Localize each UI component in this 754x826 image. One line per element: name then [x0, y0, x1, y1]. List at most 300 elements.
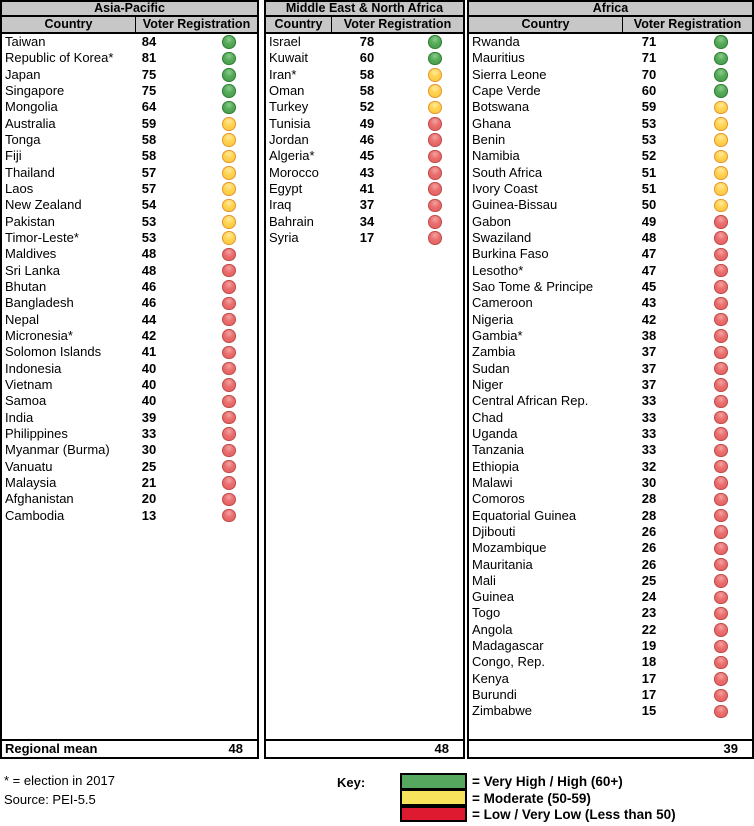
- country-label: Myanmar (Burma): [5, 442, 110, 458]
- registration-value: 47: [641, 246, 657, 262]
- status-dot-yellow-icon: [714, 182, 728, 196]
- registration-value: 50: [641, 197, 657, 213]
- status-dot-yellow-icon: [222, 166, 236, 180]
- country-label: Gabon: [472, 213, 512, 229]
- registration-value: 18: [641, 654, 657, 670]
- registration-value: 71: [641, 34, 657, 49]
- status-dot-red-icon: [714, 378, 728, 392]
- table-row: [469, 654, 752, 670]
- registration-value: 48: [641, 229, 657, 245]
- registration-value: 25: [641, 572, 657, 588]
- registration-value: 40: [141, 376, 157, 392]
- registration-value: 48: [141, 262, 157, 278]
- country-label: Algeria*: [269, 148, 315, 164]
- country-label: Maldives: [5, 246, 57, 262]
- registration-value: 33: [641, 393, 657, 409]
- status-dot-red-icon: [222, 427, 236, 441]
- country-label: Tanzania: [472, 442, 525, 458]
- status-dot-red-icon: [222, 264, 236, 278]
- registration-value: 37: [641, 376, 657, 392]
- table-row: [2, 230, 257, 246]
- table-row: [469, 34, 752, 50]
- status-dot-red-icon: [714, 411, 728, 425]
- country-label: Philippines: [5, 425, 68, 441]
- country-label: Bangladesh: [5, 295, 74, 311]
- registration-value: 84: [141, 34, 157, 49]
- color-key-legend: [400, 773, 676, 823]
- table-row: [469, 67, 752, 83]
- table-row: [2, 361, 257, 377]
- registration-value: 53: [641, 115, 657, 131]
- column-headers: [266, 17, 463, 34]
- status-dot-red-icon: [222, 411, 236, 425]
- registration-value: 42: [141, 327, 157, 343]
- status-dot-green-icon: [714, 35, 728, 49]
- table-row: [2, 410, 257, 426]
- country-label: Rwanda: [472, 34, 520, 49]
- country-label: Turkey: [269, 99, 309, 115]
- table-row: [469, 230, 752, 246]
- registration-value: 40: [141, 393, 157, 409]
- registration-value: 43: [641, 295, 657, 311]
- country-label: Kenya: [472, 670, 509, 686]
- table-row: [469, 263, 752, 279]
- table-row: [2, 99, 257, 115]
- table-row: [469, 426, 752, 442]
- country-label: Micronesia*: [5, 327, 73, 343]
- country-label: Equatorial Guinea: [472, 507, 577, 523]
- status-dot-red-icon: [714, 313, 728, 327]
- country-label: Benin: [472, 131, 506, 147]
- country-column-header: Country: [469, 17, 623, 32]
- registration-value: 41: [359, 180, 375, 196]
- status-dot-red-icon: [714, 264, 728, 278]
- country-label: South Africa: [472, 164, 543, 180]
- registration-value: 33: [641, 425, 657, 441]
- table-row: [2, 377, 257, 393]
- status-dot-yellow-icon: [714, 117, 728, 131]
- table-row: [266, 214, 463, 230]
- registration-value: 54: [141, 197, 157, 213]
- key-swatch-red: [400, 806, 467, 823]
- registration-value: 45: [359, 148, 375, 164]
- registration-value: 15: [641, 703, 657, 719]
- status-dot-red-icon: [222, 493, 236, 507]
- country-label: Zambia: [472, 344, 516, 360]
- country-label: Niger: [472, 376, 504, 392]
- status-dot-red-icon: [222, 460, 236, 474]
- table-row: [469, 377, 752, 393]
- column-headers: [2, 17, 257, 34]
- registration-value: 17: [641, 670, 657, 686]
- table-row: [266, 165, 463, 181]
- status-dot-red-icon: [222, 297, 236, 311]
- region-title: Middle East & North Africa: [266, 2, 463, 17]
- table-row: [2, 459, 257, 475]
- country-label: Bhutan: [5, 278, 47, 294]
- country-label: Sierra Leone: [472, 66, 547, 82]
- country-label: Central African Rep.: [472, 393, 589, 409]
- country-label: Angola: [472, 621, 513, 637]
- table-row: [469, 181, 752, 197]
- status-dot-yellow-icon: [714, 150, 728, 164]
- status-dot-red-icon: [222, 362, 236, 376]
- key-item-green: [400, 773, 676, 790]
- country-label: Lesotho*: [472, 262, 524, 278]
- table-row: [469, 246, 752, 262]
- status-dot-yellow-icon: [222, 182, 236, 196]
- country-label: Ethiopia: [472, 458, 519, 474]
- status-dot-green-icon: [222, 84, 236, 98]
- status-dot-red-icon: [428, 133, 442, 147]
- country-label: Mozambique: [472, 540, 547, 556]
- country-label: Vietnam: [5, 376, 53, 392]
- status-dot-red-icon: [222, 248, 236, 262]
- registration-value: 17: [641, 687, 657, 703]
- registration-value: 71: [641, 50, 657, 66]
- status-dot-yellow-icon: [428, 84, 442, 98]
- registration-value: 34: [359, 213, 375, 229]
- country-label: Tonga: [5, 131, 41, 147]
- table-row: [266, 181, 463, 197]
- table-row: [469, 165, 752, 181]
- table-row: [2, 312, 257, 328]
- registration-value: 49: [641, 213, 657, 229]
- registration-value: 21: [141, 474, 157, 490]
- registration-value: 52: [641, 148, 657, 164]
- status-dot-red-icon: [714, 656, 728, 670]
- registration-value: 46: [359, 131, 375, 147]
- country-label: Swaziland: [472, 229, 532, 245]
- country-label: Madagascar: [472, 638, 544, 654]
- table-row: [469, 328, 752, 344]
- status-dot-red-icon: [222, 444, 236, 458]
- table-row: [469, 557, 752, 573]
- registration-value: 46: [141, 295, 157, 311]
- country-label: Afghanistan: [5, 491, 74, 507]
- status-dot-red-icon: [222, 346, 236, 360]
- country-label: Togo: [472, 605, 501, 621]
- country-label: Bahrain: [269, 213, 314, 229]
- country-label: Mauritania: [472, 556, 533, 572]
- country-label: Vanuatu: [5, 458, 53, 474]
- status-dot-red-icon: [714, 558, 728, 572]
- regional-mean-row: [266, 739, 463, 757]
- table-row: [469, 703, 752, 719]
- country-label: Indonesia: [5, 360, 62, 376]
- status-dot-red-icon: [428, 215, 442, 229]
- status-dot-red-icon: [714, 640, 728, 654]
- table-row: [266, 132, 463, 148]
- country-label: India: [5, 409, 34, 425]
- registration-value: 60: [641, 82, 657, 98]
- country-label: Iran*: [269, 66, 297, 82]
- table-row: [469, 589, 752, 605]
- table-row: [469, 459, 752, 475]
- table-row: [469, 148, 752, 164]
- country-label: Botswana: [472, 99, 530, 115]
- registration-value: 53: [641, 131, 657, 147]
- registration-value: 45: [641, 278, 657, 294]
- country-label: Kuwait: [269, 50, 309, 66]
- table-row: [469, 410, 752, 426]
- registration-value: 37: [359, 197, 375, 213]
- country-column-header: Country: [266, 17, 332, 32]
- status-dot-green-icon: [714, 52, 728, 66]
- table-row: [2, 426, 257, 442]
- registration-value: 22: [641, 621, 657, 637]
- status-dot-red-icon: [222, 476, 236, 490]
- status-dot-red-icon: [222, 509, 236, 523]
- status-dot-yellow-icon: [222, 231, 236, 245]
- table-row: [469, 99, 752, 115]
- country-label: Oman: [269, 82, 305, 98]
- table-row: [2, 491, 257, 507]
- table-row: [266, 67, 463, 83]
- registration-value: 38: [641, 327, 657, 343]
- registration-value: 46: [141, 278, 157, 294]
- registration-value: 58: [141, 148, 157, 164]
- registration-value: 32: [641, 458, 657, 474]
- registration-value: 70: [641, 66, 657, 82]
- country-label: Burkina Faso: [472, 246, 549, 262]
- country-label: Israel: [269, 34, 301, 49]
- footer-section: [0, 759, 754, 826]
- country-label: Gambia*: [472, 327, 523, 343]
- table-row: [2, 83, 257, 99]
- country-label: Samoa: [5, 393, 47, 409]
- regional-mean-value: 39: [723, 741, 738, 756]
- registration-value: 26: [641, 540, 657, 556]
- table-row: [469, 50, 752, 66]
- status-dot-red-icon: [714, 607, 728, 621]
- registration-value: 30: [141, 442, 157, 458]
- status-dot-yellow-icon: [222, 199, 236, 213]
- country-label: Burundi: [472, 687, 517, 703]
- country-label: New Zealand: [5, 197, 82, 213]
- registration-value: 13: [141, 507, 157, 523]
- country-label: Laos: [5, 180, 34, 196]
- status-dot-red-icon: [428, 182, 442, 196]
- table-row: [266, 197, 463, 213]
- registration-value: 39: [141, 409, 157, 425]
- table-row: [2, 148, 257, 164]
- status-dot-green-icon: [428, 52, 442, 66]
- table-row: [469, 361, 752, 377]
- status-dot-red-icon: [428, 150, 442, 164]
- table-row: [266, 116, 463, 132]
- key-item-red: [400, 807, 676, 824]
- table-row: [469, 132, 752, 148]
- table-row: [2, 263, 257, 279]
- table-row: [2, 328, 257, 344]
- table-body: [266, 34, 463, 739]
- table-row: [469, 442, 752, 458]
- table-row: [2, 34, 257, 50]
- registration-value: 43: [359, 164, 375, 180]
- country-label: Ivory Coast: [472, 180, 538, 196]
- table-row: [469, 214, 752, 230]
- country-label: Comoros: [472, 491, 525, 507]
- table-row: [2, 508, 257, 524]
- registration-value: 23: [641, 605, 657, 621]
- registration-value: 33: [641, 442, 657, 458]
- table-row: [2, 67, 257, 83]
- table-row: [469, 671, 752, 687]
- table-body: [2, 34, 257, 739]
- country-label: Sudan: [472, 360, 510, 376]
- status-dot-red-icon: [714, 215, 728, 229]
- key-swatch-green: [400, 773, 467, 790]
- status-dot-red-icon: [714, 509, 728, 523]
- country-label: Tunisia: [269, 115, 311, 131]
- status-dot-red-icon: [714, 362, 728, 376]
- country-label: Timor-Leste*: [5, 229, 79, 245]
- source-footnote: Source: PEI-5.5: [4, 792, 96, 807]
- regional-mean-value: 48: [434, 741, 449, 756]
- country-label: Nepal: [5, 311, 39, 327]
- table-row: [266, 83, 463, 99]
- country-label: Taiwan: [5, 34, 46, 49]
- region-title: Asia-Pacific: [2, 2, 257, 17]
- status-dot-red-icon: [222, 280, 236, 294]
- country-label: Mongolia: [5, 99, 58, 115]
- registration-value: 25: [141, 458, 157, 474]
- registration-value: 58: [359, 82, 375, 98]
- table-row: [469, 393, 752, 409]
- status-dot-yellow-icon: [714, 199, 728, 213]
- regional-mean-label: Regional mean: [5, 741, 98, 756]
- table-row: [2, 295, 257, 311]
- status-dot-red-icon: [714, 493, 728, 507]
- table-row: [469, 622, 752, 638]
- table-row: [469, 344, 752, 360]
- registration-value: 20: [141, 491, 157, 507]
- registration-value: 57: [141, 164, 157, 180]
- country-label: Uganda: [472, 425, 518, 441]
- registration-value: 28: [641, 491, 657, 507]
- table-row: [469, 312, 752, 328]
- registration-value: 37: [641, 344, 657, 360]
- status-dot-red-icon: [428, 166, 442, 180]
- status-dot-red-icon: [714, 248, 728, 262]
- status-dot-red-icon: [714, 427, 728, 441]
- status-dot-red-icon: [222, 395, 236, 409]
- country-label: Jordan: [269, 131, 309, 147]
- country-column-header: Country: [2, 17, 136, 32]
- table-row: [2, 393, 257, 409]
- country-label: Japan: [5, 66, 41, 82]
- table-row: [2, 246, 257, 262]
- status-dot-red-icon: [714, 705, 728, 719]
- registration-value: 42: [641, 311, 657, 327]
- status-dot-yellow-icon: [714, 166, 728, 180]
- status-dot-red-icon: [714, 672, 728, 686]
- status-dot-red-icon: [714, 231, 728, 245]
- table-row: [469, 116, 752, 132]
- key-text: = Low / Very Low (Less than 50): [472, 807, 676, 823]
- registration-value: 52: [359, 99, 375, 115]
- registration-value: 60: [359, 50, 375, 66]
- country-label: Malawi: [472, 474, 513, 490]
- country-label: Solomon Islands: [5, 344, 102, 360]
- registration-value: 58: [141, 131, 157, 147]
- country-label: Sri Lanka: [5, 262, 60, 278]
- country-label: Thailand: [5, 164, 55, 180]
- table-middle-east-north-africa: [264, 0, 465, 759]
- registration-value: 44: [141, 311, 157, 327]
- status-dot-red-icon: [714, 591, 728, 605]
- country-label: Syria: [269, 229, 299, 245]
- country-label: Republic of Korea*: [5, 50, 114, 66]
- status-dot-yellow-icon: [222, 133, 236, 147]
- status-dot-green-icon: [222, 35, 236, 49]
- registration-value: 51: [641, 164, 657, 180]
- status-dot-yellow-icon: [714, 101, 728, 115]
- status-dot-yellow-icon: [714, 133, 728, 147]
- country-label: Pakistan: [5, 213, 55, 229]
- country-label: Cambodia: [5, 507, 65, 523]
- regional-mean-row: [2, 739, 257, 757]
- table-row: [2, 181, 257, 197]
- table-row: [469, 573, 752, 589]
- table-row: [469, 687, 752, 703]
- status-dot-red-icon: [714, 297, 728, 311]
- table-row: [469, 83, 752, 99]
- country-label: Mauritius: [472, 50, 525, 66]
- table-row: [469, 540, 752, 556]
- country-label: Egypt: [269, 180, 303, 196]
- table-row: [2, 50, 257, 66]
- table-row: [266, 148, 463, 164]
- key-swatch-yellow: [400, 789, 467, 806]
- status-dot-green-icon: [222, 68, 236, 82]
- table-row: [469, 197, 752, 213]
- status-dot-green-icon: [714, 84, 728, 98]
- country-label: Sao Tome & Principe: [472, 278, 594, 294]
- country-label: Cape Verde: [472, 82, 541, 98]
- table-row: [2, 214, 257, 230]
- status-dot-red-icon: [428, 117, 442, 131]
- table-row: [469, 475, 752, 491]
- status-dot-red-icon: [714, 280, 728, 294]
- registration-value: 49: [359, 115, 375, 131]
- table-row: [266, 230, 463, 246]
- key-label: Key:: [337, 775, 366, 790]
- registration-value: 59: [641, 99, 657, 115]
- status-dot-red-icon: [714, 525, 728, 539]
- registration-value: 81: [141, 50, 157, 66]
- registration-value: 37: [641, 360, 657, 376]
- registration-value: 59: [141, 115, 157, 131]
- table-row: [2, 344, 257, 360]
- status-dot-green-icon: [222, 52, 236, 66]
- country-label: Congo, Rep.: [472, 654, 545, 670]
- registration-value: 48: [141, 246, 157, 262]
- region-title: Africa: [469, 2, 752, 17]
- country-label: Fiji: [5, 148, 22, 164]
- table-row: [2, 279, 257, 295]
- table-row: [469, 605, 752, 621]
- registration-value: 41: [141, 344, 157, 360]
- country-label: Zimbabwe: [472, 703, 532, 719]
- registration-value: 17: [359, 229, 375, 245]
- registration-value: 75: [141, 66, 157, 82]
- registration-value: 78: [359, 34, 375, 49]
- table-row: [469, 524, 752, 540]
- country-label: Australia: [5, 115, 56, 131]
- status-dot-red-icon: [222, 329, 236, 343]
